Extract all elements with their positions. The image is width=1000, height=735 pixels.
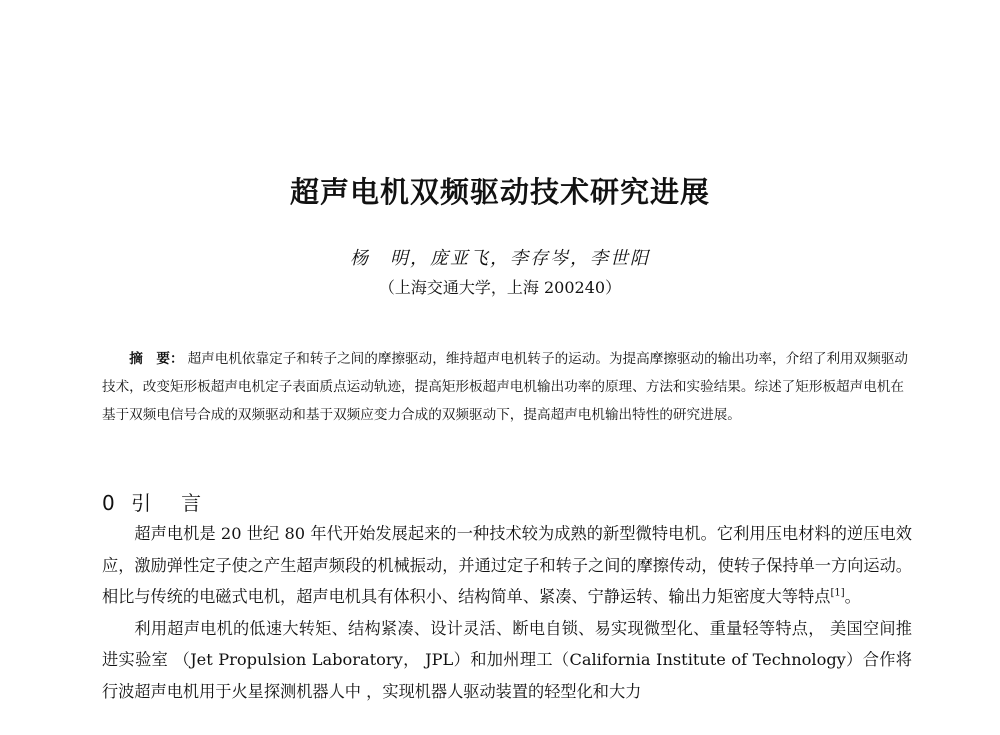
author-affiliation: （上海交通大学，上海 200240） (378, 278, 622, 297)
body-text (102, 518, 912, 707)
author-list: 杨 明，庞亚飞，李存岑，李世阳 (350, 248, 650, 269)
abstract-paragraph (102, 345, 910, 429)
section-number: 0 (102, 491, 120, 515)
paragraph-intro-end: 。 (844, 587, 861, 606)
paper-title: 超声电机双频驱动技术研究进展 (289, 175, 710, 209)
section-heading (102, 487, 206, 516)
section-title: 引 言 (131, 491, 207, 515)
paragraph-intro (102, 518, 912, 613)
abstract-text: 超声电机依靠定子和转子之间的摩擦驱动，维持超声电机转子的运动。为提高摩擦驱动的输出功率，介绍了利用双频驱动技术，改变矩形板超声电机定子表面质点运动轨迹，提高矩形板超声电机输出功率的原理、方法和实验结果。综述了矩形板超声电机在基于双频电信号合成的双频驱动和基于双频应变力合成的双频驱动下，提高超声电机输出特性的研究进展。 (102, 351, 909, 423)
abstract-label: 摘 要： (129, 351, 184, 367)
paragraph-intro-text: 超声电机是 20 世纪 80 年代开始发展起来的一种技术较为成熟的新型微特电机。它利用压电材料的逆压电效应，激励弹性定子使之产生超声频段的机械振动，并通过定子和转子之间的摩擦传动，使转子保持单一方向运动。相比与传统的电磁式电机，超声电机具有体积小、结构简单、紧凑、宁静运转、输出力矩密度大等特点 (102, 524, 912, 606)
citation-marker: [1] (830, 587, 845, 599)
paragraph-applications: 利用超声电机的低速大转矩、结构紧凑、设计灵活、断电自锁、易实现微型化、重量轻等特点， 美国空间推进实验室 （Jet Propulsion Laboratory， JPL）和加州理工（California Institute of Technology）合作将行波超声电机用于火星探测机器人中 ，实现机器人驱动装置的轻型化和大力 (102, 618, 912, 701)
abstract (102, 345, 910, 429)
